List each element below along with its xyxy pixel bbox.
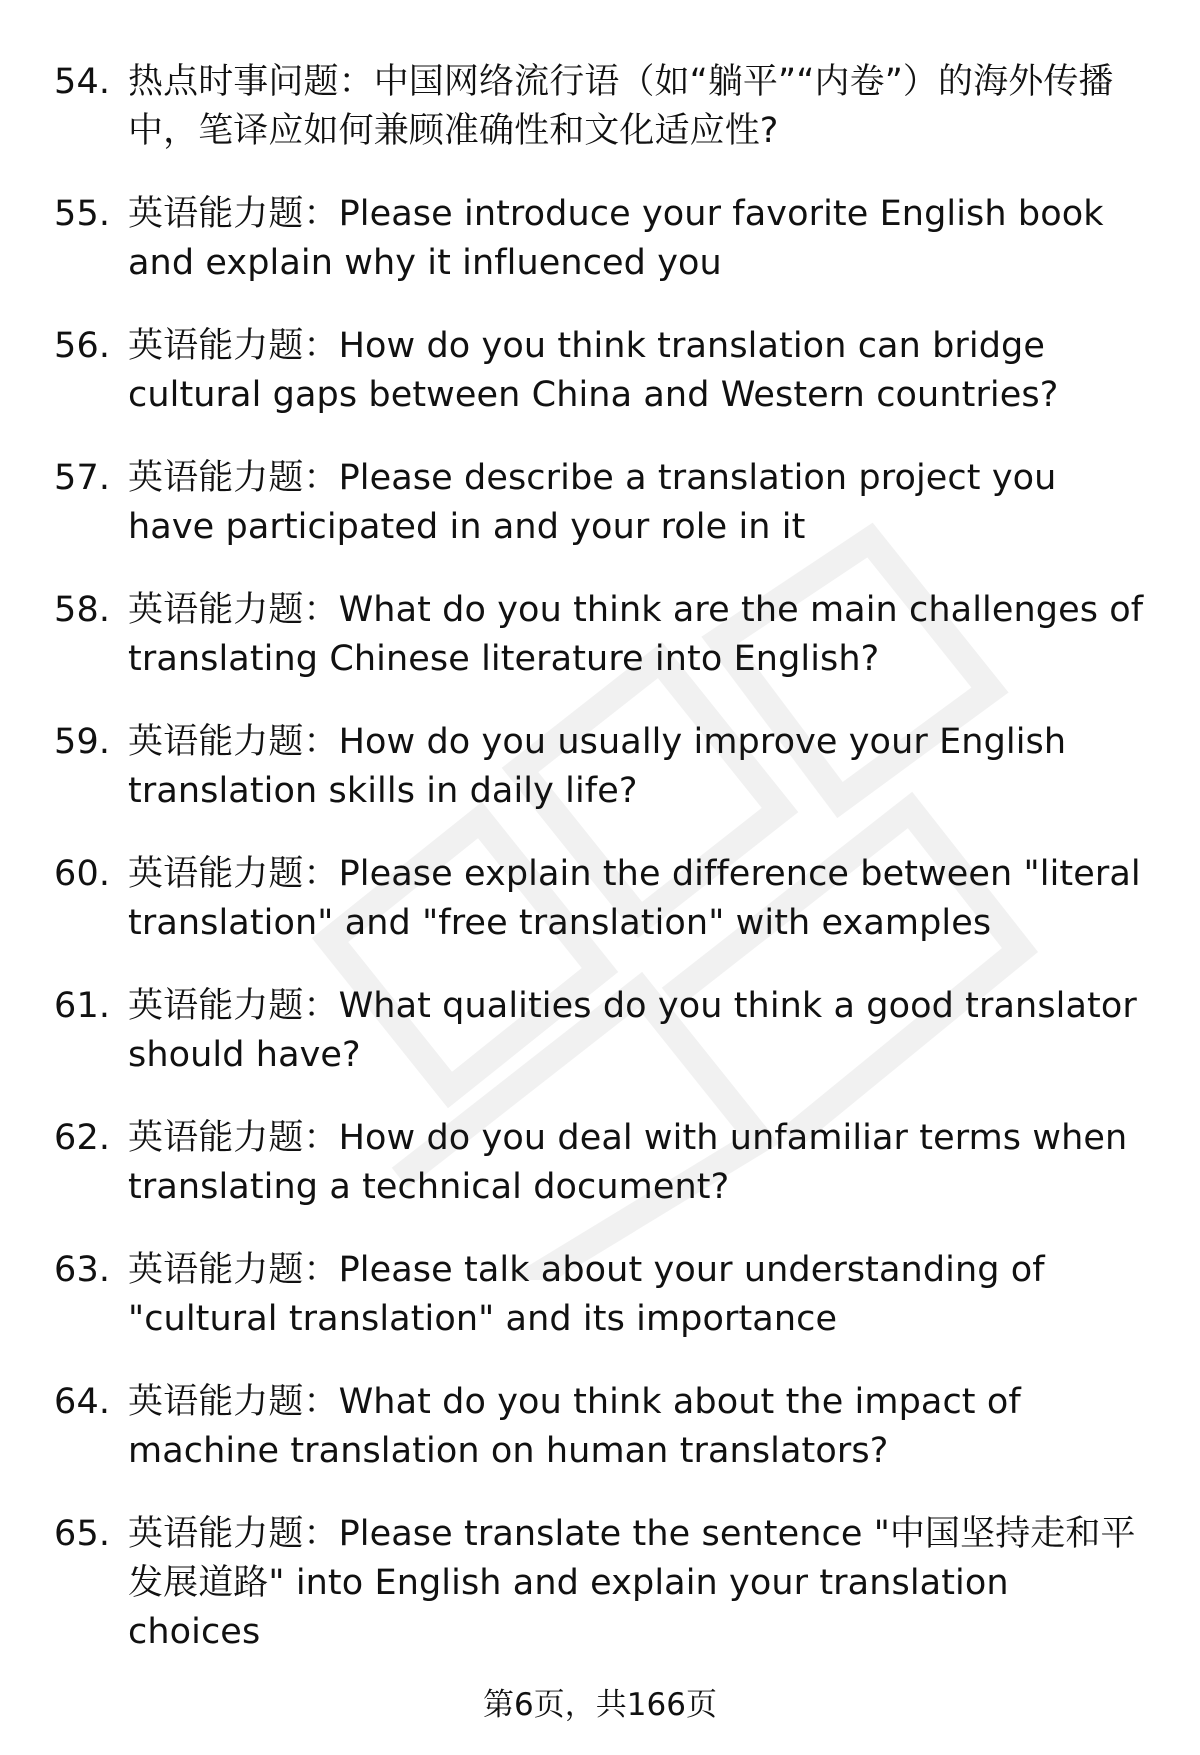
question-text: 英语能力题：Please introduce your favorite English book and explain why it influenced you xyxy=(128,194,1104,283)
question-58 xyxy=(54,586,1144,718)
question-59 xyxy=(54,718,1144,850)
question-number: 55. xyxy=(54,194,111,234)
question-text: 英语能力题：What do you think are the main challenges of translating Chinese literature into English? xyxy=(128,590,1144,679)
question-55 xyxy=(54,190,1144,322)
question-63 xyxy=(54,1246,1144,1378)
question-64 xyxy=(54,1378,1144,1510)
question-text: 英语能力题：What qualities do you think a good translator should have? xyxy=(128,986,1137,1075)
question-number: 57. xyxy=(54,458,111,498)
question-number: 54. xyxy=(54,62,111,102)
question-number: 58. xyxy=(54,590,111,630)
question-number: 59. xyxy=(54,722,111,762)
question-number: 61. xyxy=(54,986,111,1026)
question-text: 英语能力题：Please explain the difference between "literal translation" and "free translation" with examples xyxy=(128,854,1141,943)
question-number: 56. xyxy=(54,326,111,366)
page-number-label: 第6页，共166页 xyxy=(483,1687,717,1723)
question-text: 英语能力题：How do you usually improve your English translation skills in daily life? xyxy=(128,722,1067,811)
question-62 xyxy=(54,1114,1144,1246)
question-text: 英语能力题：What do you think about the impact of machine translation on human translators? xyxy=(128,1382,1021,1471)
question-text: 英语能力题：How do you think translation can bridge cultural gaps between China and Western countries? xyxy=(128,326,1059,415)
question-text: 热点时事问题：中国网络流行语（如“躺平”“内卷”）的海外传播中，笔译应如何兼顾准确性和文化适应性? xyxy=(128,62,1114,151)
question-60 xyxy=(54,850,1144,982)
question-number: 65. xyxy=(54,1514,111,1554)
question-list xyxy=(54,58,1144,1652)
question-number: 64. xyxy=(54,1382,111,1422)
question-number: 63. xyxy=(54,1250,111,1290)
question-text: 英语能力题：How do you deal with unfamiliar terms when translating a technical document? xyxy=(128,1118,1128,1207)
page-footer xyxy=(0,1685,1200,1725)
question-54 xyxy=(54,58,1144,190)
question-number: 60. xyxy=(54,854,111,894)
question-text: 英语能力题：Please describe a translation project you have participated in and your role in it xyxy=(128,458,1057,547)
question-57 xyxy=(54,454,1144,586)
question-61 xyxy=(54,982,1144,1114)
question-text: 英语能力题：Please translate the sentence "中国坚持走和平发展道路" into English and explain your translation choices xyxy=(128,1514,1136,1652)
question-number: 62. xyxy=(54,1118,111,1158)
question-65 xyxy=(54,1510,1144,1652)
question-text: 英语能力题：Please talk about your understanding of "cultural translation" and its importance xyxy=(128,1250,1045,1339)
question-56 xyxy=(54,322,1144,454)
